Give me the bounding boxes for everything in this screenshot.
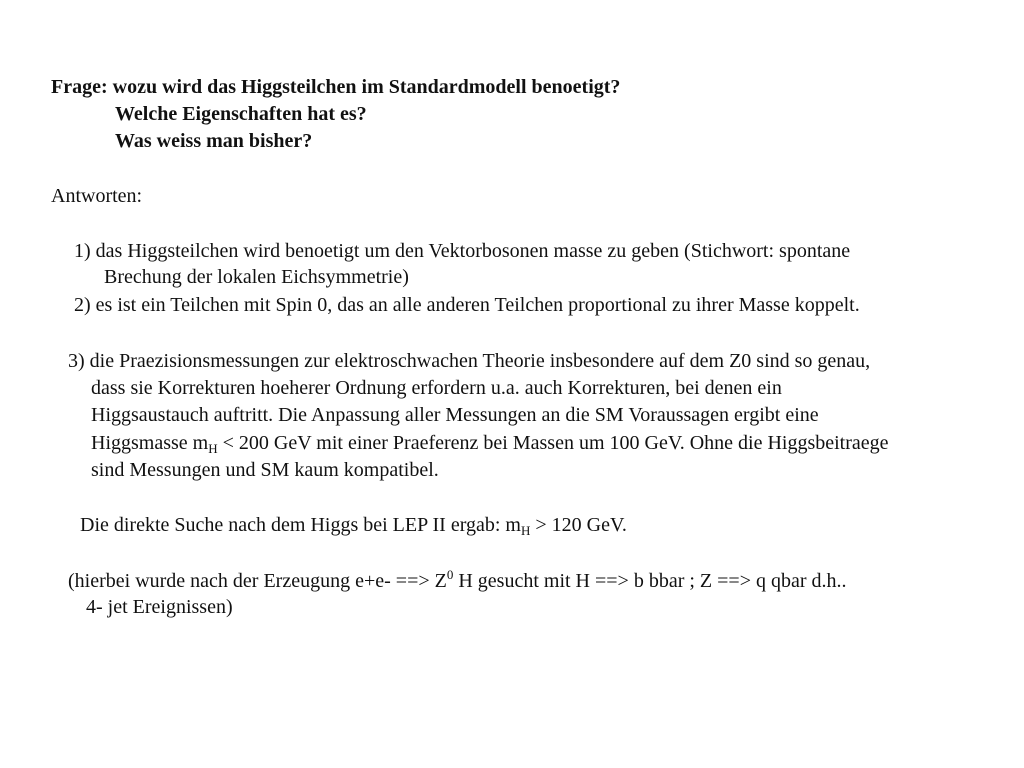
answer-3-line-4-text-a: Higgsmasse m — [91, 432, 209, 454]
direct-search-line — [80, 512, 627, 538]
z-boson-superscript: 0 — [446, 567, 454, 582]
question-line-2: Welche Eigenschaften hat es? — [115, 103, 367, 125]
note-line-1 — [68, 568, 847, 594]
answer-1-line-1: 1) das Higgsteilchen wird benoetigt um den Vektorbosonen masse zu geben (Stichwort: spontane — [74, 240, 851, 262]
note-line-2: 4- jet Ereignissen) — [86, 596, 233, 618]
question-line-1: Frage: wozu wird das Higgsteilchen im Standardmodell benoetigt? — [51, 76, 621, 98]
higgs-mass-subscript: H — [208, 441, 218, 456]
answer-3-line-1: 3) die Praezisionsmessungen zur elektroschwachen Theorie insbesondere auf dem Z0 sind so genau, — [68, 350, 871, 372]
direct-search-text-b: > 120 GeV. — [530, 514, 627, 536]
note-line-1-text-a: (hierbei wurde nach der Erzeugung e+e- ==> Z — [68, 570, 447, 592]
direct-search-subscript: H — [521, 523, 531, 538]
answer-3-line-4-text-b: < 200 GeV mit einer Praeferenz bei Massen um 100 GeV. Ohne die Higgsbeitraege — [217, 432, 889, 454]
note-line-1-text-b: H gesucht mit H ==> b bbar ; Z ==> q qbar d.h.. — [453, 570, 847, 592]
answers-heading: Antworten: — [51, 185, 143, 207]
answer-3-line-3: Higgsaustauch auftritt. Die Anpassung aller Messungen an die SM Voraussagen ergibt eine — [91, 404, 819, 426]
answer-1-line-2: Brechung der lokalen Eichsymmetrie) — [104, 266, 409, 288]
answer-2-line-1: 2) es ist ein Teilchen mit Spin 0, das an alle anderen Teilchen proportional zu ihrer Masse koppelt. — [74, 294, 860, 316]
question-line-3: Was weiss man bisher? — [115, 130, 313, 152]
answer-3-line-4 — [91, 430, 889, 456]
answer-3-line-5: sind Messungen und SM kaum kompatibel. — [91, 459, 439, 481]
direct-search-text-a: Die direkte Suche nach dem Higgs bei LEP II ergab: m — [80, 514, 521, 536]
answer-3-line-2: dass sie Korrekturen hoeherer Ordnung erfordern u.a. auch Korrekturen, bei denen ein — [91, 377, 782, 399]
